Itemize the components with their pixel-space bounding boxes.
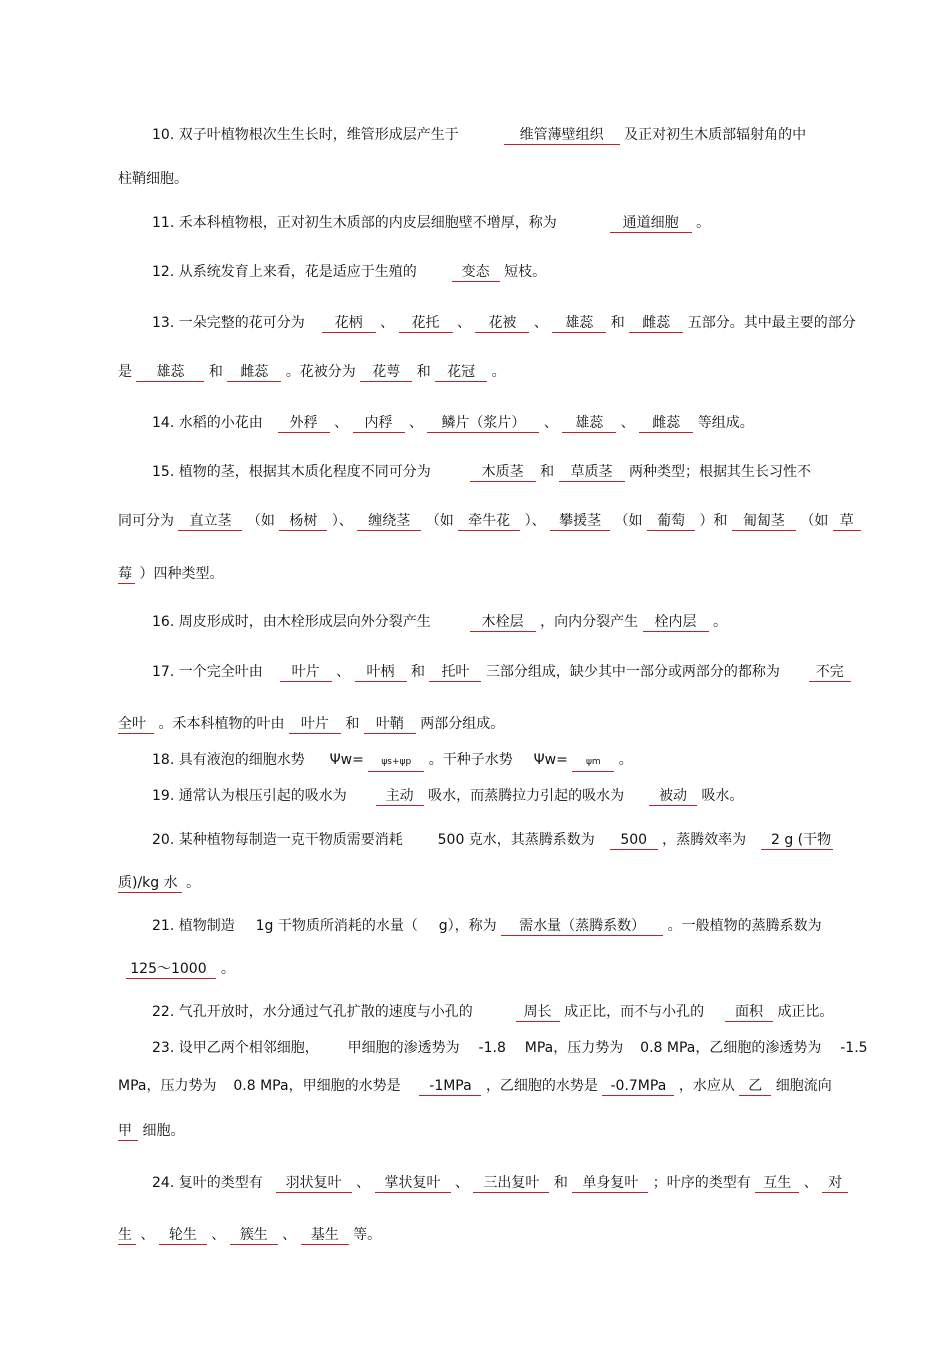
question-number: 17. — [152, 664, 175, 680]
question-text: 设甲乙两个相邻细胞， — [178, 1040, 319, 1056]
separator: 、 — [140, 1227, 155, 1243]
question-number: 19. — [152, 788, 175, 804]
question-text: 某种植物每制造一克干物质需要消耗 — [178, 832, 403, 848]
separator: 、 — [543, 415, 558, 431]
question-number: 11. — [152, 215, 175, 231]
question-text: 等组成。 — [697, 415, 754, 431]
answer-blank: 杨树 — [279, 512, 327, 531]
answer-blank: 对 — [822, 1174, 848, 1193]
question-24-line-1 — [152, 1173, 860, 1193]
connector: 和 — [553, 1175, 568, 1191]
question-number: 22. — [152, 1004, 175, 1020]
answer-blank: ψm — [572, 753, 614, 772]
connector: 和 — [410, 664, 425, 680]
question-text: 甲细胞的渗透势为 — [347, 1040, 460, 1056]
question-12-line — [152, 262, 860, 282]
answer-blank: 牵牛花 — [458, 512, 520, 531]
connector: ）和 — [699, 513, 728, 529]
question-text: 植物的茎，根据其木质化程度不同可分为 — [178, 464, 431, 480]
answer-blank: 簇生 — [230, 1226, 278, 1245]
question-text: ，水应从 — [678, 1078, 735, 1094]
answer-blank: ψs+ψp — [368, 753, 424, 772]
question-text: 五部分。其中最主要的部分 — [687, 315, 856, 331]
separator: 、 — [211, 1227, 226, 1243]
answer-blank: 雄蕊 — [552, 314, 606, 333]
question-13-line-1 — [152, 313, 860, 333]
question-text: 。 — [220, 961, 235, 977]
answer-blank: 通道细胞 — [610, 214, 692, 233]
question-text: 一朵完整的花可分为 — [178, 315, 305, 331]
question-number: 20. — [152, 832, 175, 848]
separator: 、 — [454, 1175, 469, 1191]
question-22-line — [152, 1002, 860, 1022]
question-text: 复叶的类型有 — [178, 1175, 263, 1191]
answer-blank: 125～1000 — [126, 960, 216, 979]
answer-blank: 质)/kg 水 — [118, 874, 182, 893]
question-number: 16. — [152, 614, 175, 630]
answer-blank: 乙 — [739, 1077, 771, 1096]
question-20-line-2 — [118, 873, 860, 893]
answer-blank: 主动 — [376, 787, 424, 806]
answer-blank: 三出复叶 — [473, 1174, 549, 1193]
question-value: 0.8 MPa，甲细胞的水势是 — [233, 1078, 401, 1094]
question-value: 0.8 MPa，乙细胞的渗透势为 — [640, 1040, 822, 1056]
question-number: 24. — [152, 1175, 175, 1191]
question-text: 。干种子水势 — [428, 752, 513, 768]
answer-blank: 匍匐茎 — [732, 512, 796, 531]
question-number: 10. — [152, 127, 175, 143]
question-23-line-3 — [118, 1121, 860, 1141]
answer-blank: 雄蕊 — [562, 414, 616, 433]
connector: （如 — [425, 513, 454, 529]
question-text: 吸水，而蒸腾拉力引起的吸水为 — [428, 788, 625, 804]
answer-blank: 叶片 — [289, 715, 341, 734]
question-text: MPa，压力势为 — [118, 1078, 217, 1094]
connector: 和 — [416, 364, 431, 380]
question-text: 三部分组成，缺少其中一部分或两部分的都称为 — [485, 664, 780, 680]
connector: ）、 — [331, 513, 353, 529]
separator: 、 — [620, 415, 635, 431]
question-text: 成正比，而不与小孔的 — [564, 1004, 705, 1020]
answer-blank: 叶柄 — [355, 663, 407, 682]
answer-blank: 被动 — [649, 787, 697, 806]
answer-blank: 互生 — [755, 1174, 799, 1193]
connector: 和 — [540, 464, 555, 480]
answer-blank: 基生 — [301, 1226, 349, 1245]
question-text: 短枝。 — [504, 264, 547, 280]
answer-blank: 鳞片（浆片） — [427, 414, 539, 433]
answer-blank: 全叶 — [118, 715, 154, 734]
answer-blank: 叶片 — [280, 663, 332, 682]
answer-blank: 轮生 — [159, 1226, 207, 1245]
question-text: 1g 干物质所消耗的水量（ — [255, 918, 418, 934]
connector: ）、 — [524, 513, 546, 529]
answer-blank: 外稃 — [278, 414, 330, 433]
question-text: 。禾本科植物的叶由 — [158, 716, 285, 732]
question-text: MPa，压力势为 — [524, 1040, 624, 1056]
separator: 、 — [334, 415, 349, 431]
answer-blank: 雌蕊 — [639, 414, 693, 433]
question-text: 。 — [696, 215, 711, 231]
question-23-line-2 — [118, 1076, 860, 1096]
question-text: 吸水。 — [701, 788, 744, 804]
question-21-line-1 — [152, 916, 860, 936]
question-text: 。 — [186, 875, 201, 891]
answer-blank: 500 — [610, 831, 658, 850]
question-13-line-2 — [118, 362, 860, 382]
question-text: 植物制造 — [178, 918, 235, 934]
question-19-line — [152, 786, 860, 806]
connector: （如 — [614, 513, 643, 529]
answer-blank: 木栓层 — [470, 613, 536, 632]
question-text: 一个完全叶由 — [178, 664, 263, 680]
question-text: 及正对初生木质部辐射角的中 — [624, 127, 807, 143]
question-23-line-1 — [152, 1038, 868, 1058]
question-text: 两部分组成。 — [420, 716, 505, 732]
question-20-line-1 — [152, 830, 860, 850]
connector: 和 — [208, 364, 223, 380]
answer-blank: 托叶 — [429, 663, 481, 682]
question-text: 成正比。 — [777, 1004, 834, 1020]
connector: （如 — [800, 513, 829, 529]
question-text: 。花被分为 — [285, 364, 356, 380]
question-text: 同可分为 — [118, 513, 174, 529]
answer-blank: 面积 — [725, 1003, 773, 1022]
question-number: 14. — [152, 415, 175, 431]
answer-blank: -1MPa — [419, 1077, 481, 1096]
question-14-line — [152, 413, 860, 433]
question-15-line-3 — [118, 564, 860, 584]
answer-blank: 叶鞘 — [364, 715, 416, 734]
question-text: 细胞流向 — [775, 1078, 832, 1094]
question-text: 细胞。 — [142, 1123, 185, 1139]
answer-blank: 葡萄 — [647, 512, 695, 531]
answer-blank: 维管薄壁组织 — [504, 126, 620, 145]
separator: 、 — [282, 1227, 297, 1243]
question-text: 水稻的小花由 — [178, 415, 263, 431]
water-potential-symbol: Ψw= — [329, 752, 364, 768]
connector: （如 — [246, 513, 275, 529]
question-text: 两种类型；根据其生长习性不 — [628, 464, 811, 480]
answer-blank: 羽状复叶 — [276, 1174, 352, 1193]
answer-blank: 变态 — [452, 263, 500, 282]
question-text: 双子叶植物根次生生长时，维管形成层产生于 — [178, 127, 459, 143]
question-17-line-2 — [118, 714, 860, 734]
answer-blank: 莓 — [118, 565, 135, 584]
separator: 、 — [336, 664, 351, 680]
question-text: 柱鞘细胞。 — [118, 171, 188, 187]
answer-blank: 周长 — [516, 1003, 560, 1022]
question-text: 从系统发育上来看，花是适应于生殖的 — [178, 264, 417, 280]
question-18-line — [152, 750, 860, 770]
question-text: 。 — [491, 364, 506, 380]
answer-blank: 2 g (干物 — [761, 831, 833, 850]
question-text: ；叶序的类型有 — [652, 1175, 751, 1191]
answer-blank: 雌蕊 — [629, 314, 683, 333]
answer-blank: 花冠 — [435, 363, 487, 382]
answer-blank: 栓内层 — [643, 613, 709, 632]
question-number: 18. — [152, 752, 175, 768]
question-text: g），称为 — [438, 918, 497, 934]
question-text: 气孔开放时，水分通过气孔扩散的速度与小孔的 — [178, 1004, 473, 1020]
answer-blank: 雄蕊 — [136, 363, 204, 382]
answer-blank: 不完 — [809, 663, 851, 682]
connector: 和 — [610, 315, 625, 331]
answer-blank: 单身复叶 — [572, 1174, 648, 1193]
question-value: -1.8 — [478, 1040, 506, 1056]
answer-blank: 缠绕茎 — [357, 512, 421, 531]
question-number: 13. — [152, 315, 175, 331]
question-text: 具有液泡的细胞水势 — [178, 752, 305, 768]
question-10-line-1 — [152, 125, 860, 145]
answer-blank: 草质茎 — [559, 463, 625, 482]
separator: 、 — [380, 315, 395, 331]
question-text: 。 — [618, 752, 633, 768]
separator: 、 — [803, 1175, 818, 1191]
answer-blank: 草 — [833, 512, 861, 531]
answer-blank: 掌状复叶 — [375, 1174, 451, 1193]
question-text: 500 克水，其蒸腾系数为 — [437, 832, 595, 848]
separator: 、 — [456, 315, 471, 331]
answer-blank: 甲 — [118, 1122, 138, 1141]
question-text: ，乙细胞的水势是 — [485, 1078, 598, 1094]
question-number: 15. — [152, 464, 175, 480]
separator: 、 — [356, 1175, 371, 1191]
answer-blank: 木质茎 — [470, 463, 536, 482]
answer-blank: -0.7MPa — [602, 1077, 674, 1096]
answer-blank: 攀援茎 — [550, 512, 610, 531]
question-number: 23. — [152, 1040, 175, 1056]
answer-blank: 直立茎 — [178, 512, 242, 531]
question-number: 12. — [152, 264, 175, 280]
answer-blank: 花被 — [475, 314, 529, 333]
question-17-line-1 — [152, 662, 860, 682]
separator: 、 — [408, 415, 423, 431]
question-text: ，蒸腾效率为 — [662, 832, 747, 848]
question-21-line-2 — [118, 959, 860, 979]
answer-blank: 花萼 — [360, 363, 412, 382]
question-text: 。一般植物的蒸腾系数为 — [667, 918, 822, 934]
question-number: 21. — [152, 918, 175, 934]
question-16-line — [152, 612, 860, 632]
answer-blank: 生 — [118, 1226, 136, 1245]
question-text: 周皮形成时，由木栓形成层向外分裂产生 — [178, 614, 431, 630]
answer-blank: 内稃 — [353, 414, 405, 433]
question-text: 等。 — [353, 1227, 382, 1243]
question-15-line-1 — [152, 462, 860, 482]
question-text: 禾本科植物根，正对初生木质部的内皮层细胞壁不增厚，称为 — [178, 215, 557, 231]
answer-blank: 需水量（蒸腾系数） — [501, 917, 663, 936]
answer-blank: 雌蕊 — [227, 363, 281, 382]
question-text: 是 — [118, 364, 132, 380]
answer-blank: 花托 — [399, 314, 453, 333]
water-potential-symbol: Ψw= — [533, 752, 568, 768]
question-15-line-2 — [118, 511, 860, 531]
answer-blank: 花柄 — [322, 314, 376, 333]
question-text: 。 — [712, 614, 727, 630]
question-10-line-2 — [118, 169, 860, 189]
connector: 和 — [345, 716, 360, 732]
question-text: 通常认为根压引起的吸水为 — [178, 788, 347, 804]
separator: 、 — [533, 315, 548, 331]
question-24-line-2 — [118, 1225, 860, 1245]
question-text: ）四种类型。 — [139, 566, 224, 582]
question-value: -1.5 — [840, 1040, 868, 1056]
question-text: ，向内分裂产生 — [540, 614, 639, 630]
question-11-line — [152, 213, 860, 233]
